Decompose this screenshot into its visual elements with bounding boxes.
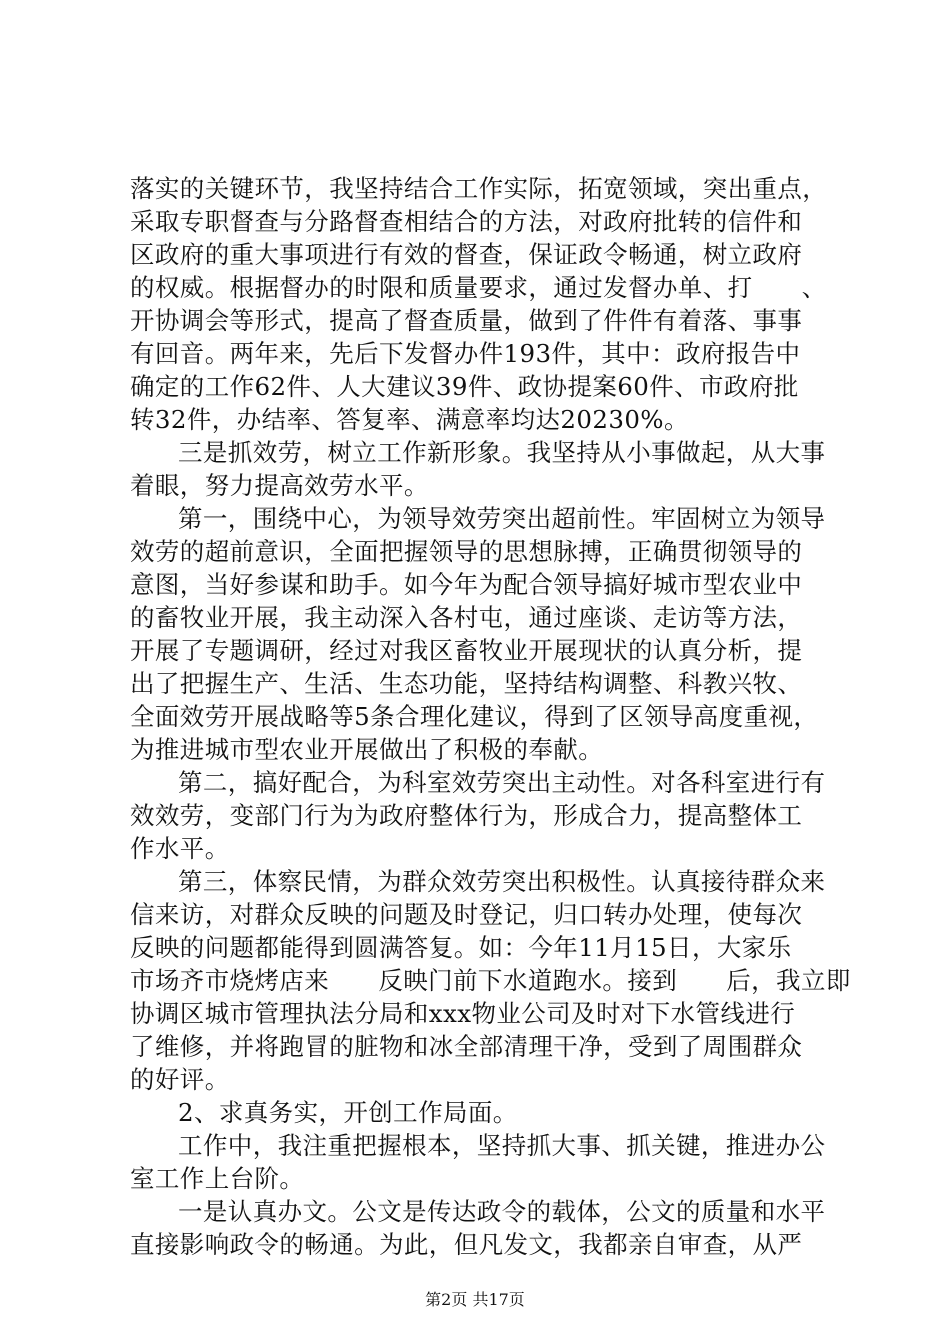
body-text-line: 的好评。 <box>130 1065 230 1094</box>
section-heading-line: 2、求真务实，开创工作局面。 <box>178 1098 518 1127</box>
body-text-line: 全面效劳开展战略等5条合理化建议，得到了区领导高度重视， <box>130 702 819 731</box>
body-text-line: 市场齐市烧烤店来 反映门前下水道跑水。接到 后，我立即 <box>130 966 851 995</box>
body-text-line: 开展了专题调研，经过对我区畜牧业开展现状的认真分析，提 <box>130 636 803 665</box>
body-text-line: 区政府的重大事项进行有效的督查，保证政令畅通，树立政府 <box>130 240 803 269</box>
body-text-line: 作水平。 <box>130 834 230 863</box>
paragraph-start-line: 第一，围绕中心，为领导效劳突出超前性。牢固树立为领导 <box>178 504 826 533</box>
paragraph-start-line: 三是抓效劳，树立工作新形象。我坚持从小事做起，从大事 <box>178 438 826 467</box>
body-text-line: 协调区城市管理执法分局和xxx物业公司及时对下水管线进行 <box>130 999 796 1028</box>
page-number-footer: 第2页 共17页 <box>425 1290 525 1309</box>
body-text-line: 转32件，办结率、答复率、满意率均达20230%。 <box>130 405 689 434</box>
body-text-line: 为推进城市型农业开展做出了积极的奉献。 <box>130 735 604 764</box>
body-text-line: 的权威。根据督办的时限和质量要求，通过发督办单、打 、 <box>130 273 827 302</box>
body-text-line: 有回音。两年来，先后下发督办件193件，其中：政府报告中 <box>130 339 801 368</box>
body-text-line: 直接影响政令的畅通。为此，但凡发文，我都亲自审查，从严 <box>130 1230 803 1259</box>
body-text-line: 采取专职督查与分路督查相结合的方法，对政府批转的信件和 <box>130 207 803 236</box>
body-text-line: 的畜牧业开展，我主动深入各村屯，通过座谈、走访等方法， <box>130 603 803 632</box>
body-text-line: 开协调会等形式，提高了督查质量，做到了件件有着落、事事 <box>130 306 803 335</box>
body-text-line: 意图，当好参谋和助手。如今年为配合领导搞好城市型农业中 <box>130 570 803 599</box>
paragraph-start-line: 第二，搞好配合，为科室效劳突出主动性。对各科室进行有 <box>178 768 826 797</box>
body-text-line: 出了把握生产、生活、生态功能，坚持结构调整、科教兴牧、 <box>130 669 803 698</box>
body-text-line: 确定的工作62件、人大建议39件、政协提案60件、市政府批 <box>130 372 799 401</box>
body-text-line: 效效劳，变部门行为为政府整体行为，形成合力，提高整体工 <box>130 801 803 830</box>
body-text-line: 信来访，对群众反映的问题及时登记，归口转办处理，使每次 <box>130 900 803 929</box>
body-text-line: 着眼，努力提高效劳水平。 <box>130 471 429 500</box>
body-text-line: 了维修，并将跑冒的脏物和冰全部清理干净，受到了周围群众 <box>130 1032 803 1061</box>
paragraph-start-line: 一是认真办文。公文是传达政令的载体，公文的质量和水平 <box>178 1197 826 1226</box>
body-text-line: 效劳的超前意识，全面把握领导的思想脉搏，正确贯彻领导的 <box>130 537 803 566</box>
body-text-line: 反映的问题都能得到圆满答复。如：今年11月15日，大家乐 <box>130 933 792 962</box>
body-text-line: 室工作上台阶。 <box>130 1164 305 1193</box>
paragraph-start-line: 工作中，我注重把握根本，坚持抓大事、抓关键，推进办公 <box>178 1131 826 1160</box>
body-text-line: 落实的关键环节，我坚持结合工作实际，拓宽领域，突出重点， <box>130 174 828 203</box>
paragraph-start-line: 第三，体察民情，为群众效劳突出积极性。认真接待群众来 <box>178 867 826 896</box>
